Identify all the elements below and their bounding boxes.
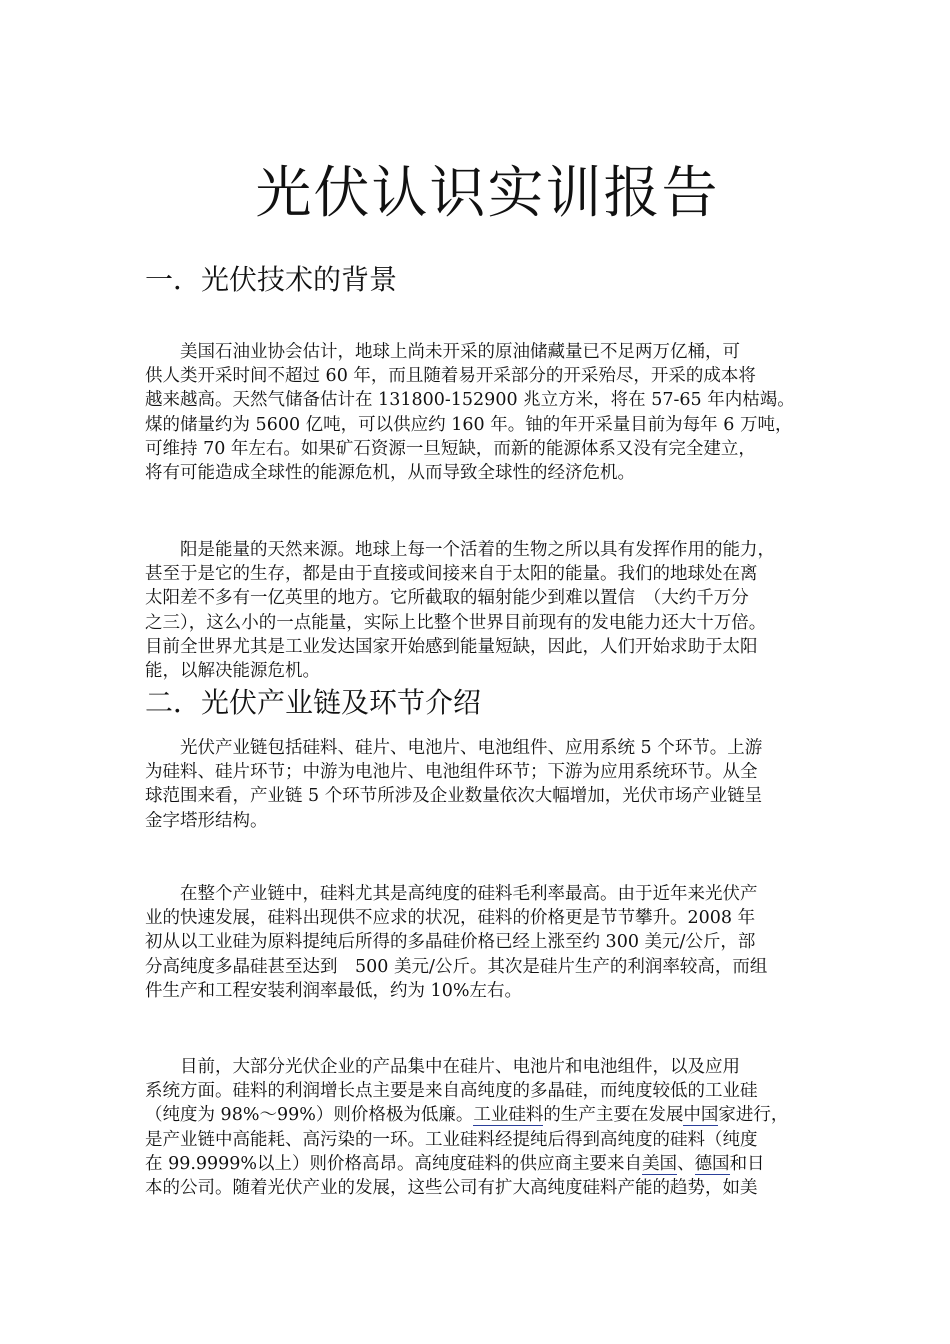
paragraph-line: 金字塔形结构。 bbox=[145, 810, 268, 831]
text-segment: （纯度为 98%～99%）则价格极为低廉。 bbox=[145, 1105, 474, 1126]
text-segment: 的生产主要在发展 bbox=[543, 1105, 684, 1126]
paragraph-line: 太阳差不多有一亿英里的地方。它所截取的辐射能少到难以置信 （大约千万分 bbox=[145, 588, 749, 609]
paragraph-line bbox=[145, 1152, 813, 1176]
paragraph-line: 甚至于是它的生存，都是由于直接或间接来自于太阳的能量。我们的地球处在离 bbox=[145, 564, 758, 585]
paragraph-line: 分高纯度多晶硅甚至达到 500 美元/公斤。其次是硅片生产的利润率较高，而组 bbox=[145, 956, 768, 977]
paragraph-solar-energy bbox=[145, 538, 813, 683]
paragraph-line: 供人类开采时间不超过 60 年，而且随着易开采部分的开采殆尽，开采的成本将 bbox=[145, 366, 756, 387]
text-segment: 在 99.9999%以上）则价格高昂。高纯度硅料的供应商主要来自 bbox=[145, 1153, 643, 1174]
section-heading-background: 一．光伏技术的背景 bbox=[145, 263, 398, 296]
paragraph-line: 越来越高。天然气储备估计在 131800-152900 兆立方米，将在 57-65 年内枯竭。 bbox=[145, 390, 795, 411]
link-germany[interactable]: 德国 bbox=[694, 1153, 730, 1174]
paragraph-line: 阳是能量的天然来源。地球上每一个活着的生物之所以具有发挥作用的能力， bbox=[145, 540, 775, 560]
paragraph-line: 美国石油业协会估计，地球上尚未开采的原油储藏量已不足两万亿桶，可 bbox=[145, 342, 740, 362]
document-title: 光伏认识实训报告 bbox=[255, 161, 720, 226]
paragraph-line: 目前全世界尤其是工业发达国家开始感到能量短缺，因此，人们开始求助于太阳 bbox=[145, 636, 758, 657]
link-china[interactable]: 中国 bbox=[683, 1105, 719, 1126]
paragraph-line: 之三），这么小的一点能量，实际上比整个世界目前现有的发电能力还大十万倍。 bbox=[145, 612, 767, 633]
text-segment: 家进行， bbox=[718, 1105, 789, 1126]
paragraph-line: 系统方面。硅料的利润增长点主要是来自高纯度的多晶硅，而纯度较低的工业硅 bbox=[145, 1081, 758, 1102]
section-heading-industry-chain: 二．光伏产业链及环节介绍 bbox=[145, 686, 482, 719]
link-industrial-silicon[interactable]: 工业硅料 bbox=[473, 1105, 544, 1126]
paragraph-chain-overview bbox=[145, 736, 813, 833]
paragraph-industry-focus bbox=[145, 1055, 813, 1200]
text-segment: 和日 bbox=[729, 1153, 765, 1174]
paragraph-line: 球范围来看，产业链 5 个环节所涉及企业数量依次大幅增加，光伏市场产业链呈 bbox=[145, 786, 763, 807]
paragraph-silicon-margin bbox=[145, 882, 813, 1003]
paragraph-line: 是产业链中高能耗、高污染的一环。工业硅料经提纯后得到高纯度的硅料（纯度 bbox=[145, 1129, 758, 1150]
paragraph-line bbox=[145, 1103, 813, 1127]
paragraph-line: 光伏产业链包括硅料、硅片、电池片、电池组件、应用系统 5 个环节。上游 bbox=[145, 738, 763, 758]
paragraph-line: 将有可能造成全球性的能源危机，从而导致全球性的经济危机。 bbox=[145, 462, 635, 483]
text-segment: 、 bbox=[677, 1153, 695, 1174]
paragraph-line: 煤的储量约为 5600 亿吨，可以供应约 160 年。铀的年开采量目前为每年 6 万吨， bbox=[145, 414, 793, 435]
paragraph-line: 目前，大部分光伏企业的产品集中在硅片、电池片和电池组件，以及应用 bbox=[145, 1057, 740, 1077]
paragraph-line: 本的公司。随着光伏产业的发展，这些公司有扩大高纯度硅料产能的趋势，如美 bbox=[145, 1177, 758, 1198]
paragraph-line: 可维持 70 年左右。如果矿石资源一旦短缺，而新的能源体系又没有完全建立， bbox=[145, 438, 756, 459]
paragraph-line: 初从以工业硅为原料提纯后所得的多晶硅价格已经上涨至约 300 美元/公斤，部 bbox=[145, 932, 756, 953]
paragraph-line: 能，以解决能源危机。 bbox=[145, 660, 320, 681]
paragraph-line: 业的快速发展，硅料出现供不应求的状况，硅料的价格更是节节攀升。2008 年 bbox=[145, 908, 756, 929]
link-usa[interactable]: 美国 bbox=[642, 1153, 678, 1174]
paragraph-line: 件生产和工程安装利润率最低，约为 10%左右。 bbox=[145, 980, 522, 1001]
paragraph-line: 为硅料、硅片环节；中游为电池片、电池组件环节；下游为应用系统环节。从全 bbox=[145, 762, 758, 783]
paragraph-line: 在整个产业链中，硅料尤其是高纯度的硅料毛利率最高。由于近年来光伏产 bbox=[145, 884, 758, 904]
paragraph-oil-reserves bbox=[145, 340, 813, 485]
